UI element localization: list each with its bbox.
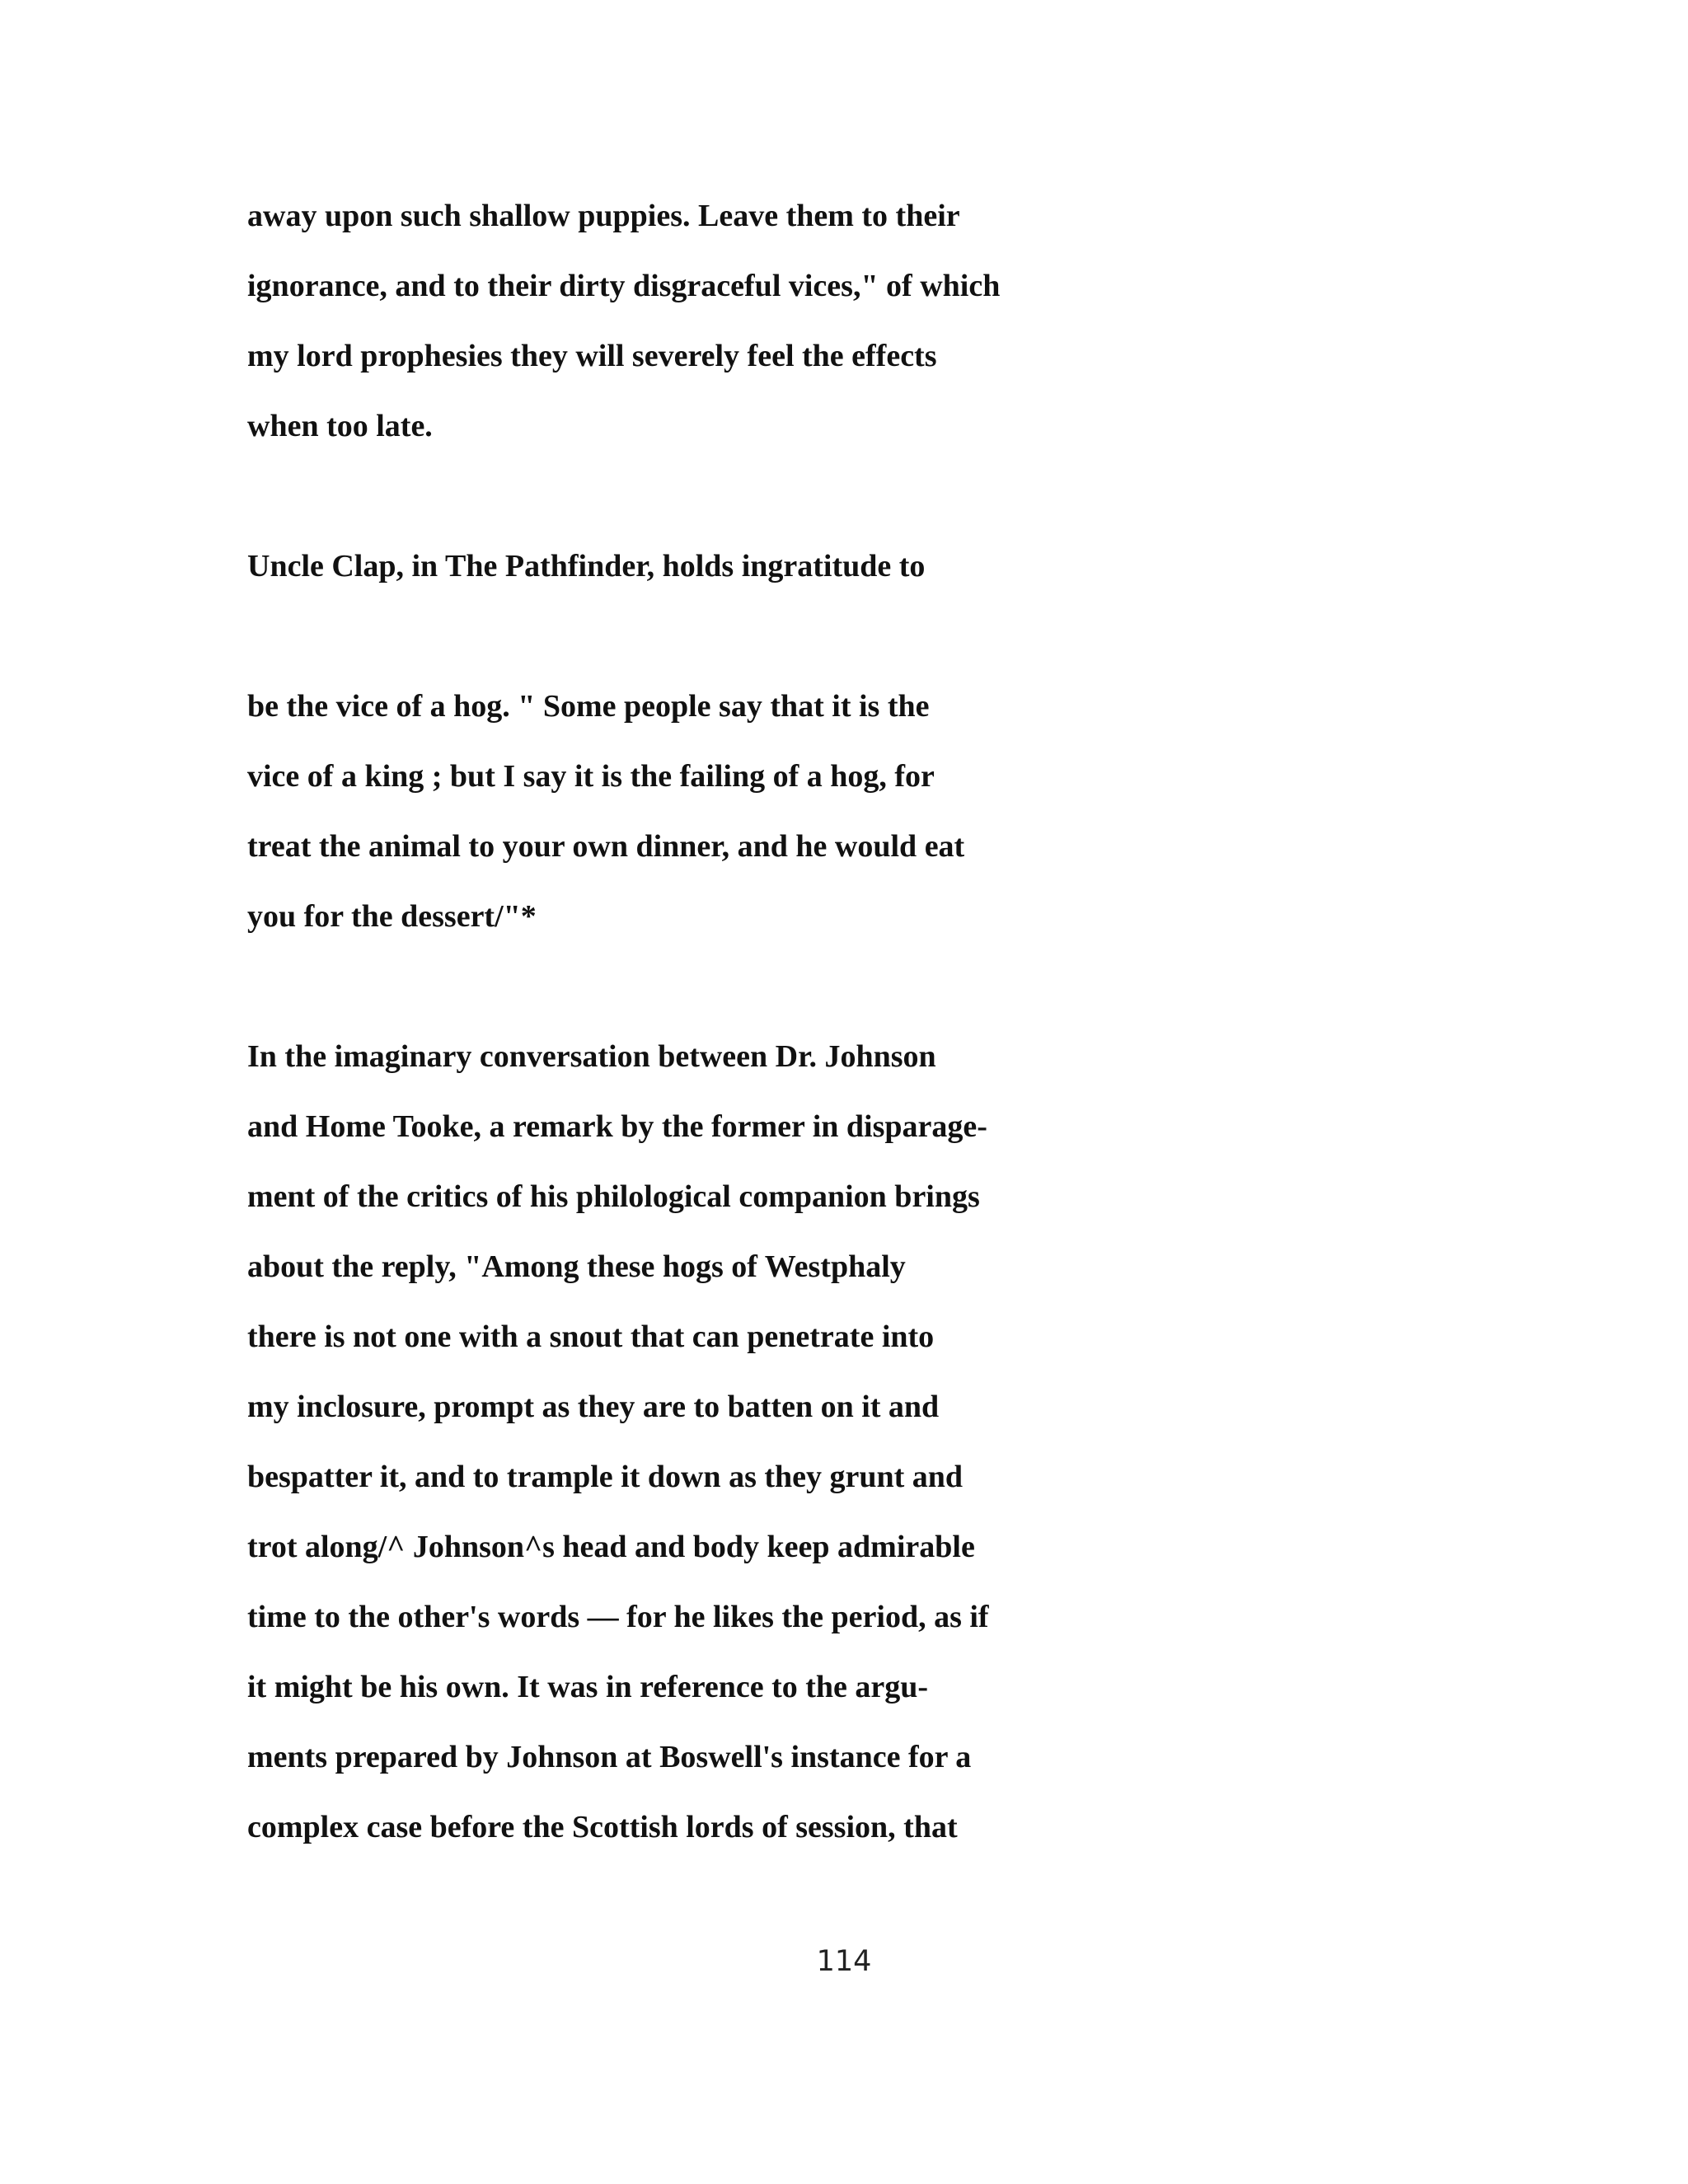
text-line: away upon such shallow puppies. Leave them to their — [247, 199, 960, 233]
text-line: trot along/^ Johnson^s head and body keep admirable — [247, 1530, 975, 1564]
text-line: vice of a king ; but I say it is the failing of a hog, for — [247, 759, 935, 794]
text-line: treat the animal to your own dinner, and he would eat — [247, 829, 965, 864]
text-line: and Home Tooke, a remark by the former in disparage- — [247, 1109, 987, 1144]
text-line: be the vice of a hog. " Some people say that it is the — [247, 689, 930, 724]
text-line: complex case before the Scottish lords of session, that — [247, 1810, 958, 1844]
text-line: my lord prophesies they will severely feel the effects — [247, 339, 937, 373]
page-number: 114 — [816, 1945, 872, 1978]
text-line: bespatter it, and to trample it down as they grunt and — [247, 1460, 964, 1494]
text-line: when too late. — [247, 409, 433, 443]
text-line: ignorance, and to their dirty disgraceful vices," of which — [247, 269, 1001, 303]
text-line: ments prepared by Johnson at Boswell's instance for a — [247, 1740, 972, 1774]
text-line: Uncle Clap, in The Pathfinder, holds ingratitude to — [247, 549, 926, 583]
text-line: it might be his own. It was in reference to the argu- — [247, 1670, 929, 1704]
text-line: time to the other's words — for he likes the period, as if — [247, 1600, 989, 1634]
text-line: you for the dessert/"* — [247, 899, 537, 934]
text-line: about the reply, "Among these hogs of Westphaly — [247, 1249, 906, 1284]
text-line: In the imaginary conversation between Dr. Johnson — [247, 1039, 936, 1074]
text-line: there is not one with a snout that can penetrate into — [247, 1319, 935, 1354]
text-line: ment of the critics of his philological companion brings — [247, 1179, 980, 1214]
text-line: my inclosure, prompt as they are to batten on it and — [247, 1390, 940, 1424]
